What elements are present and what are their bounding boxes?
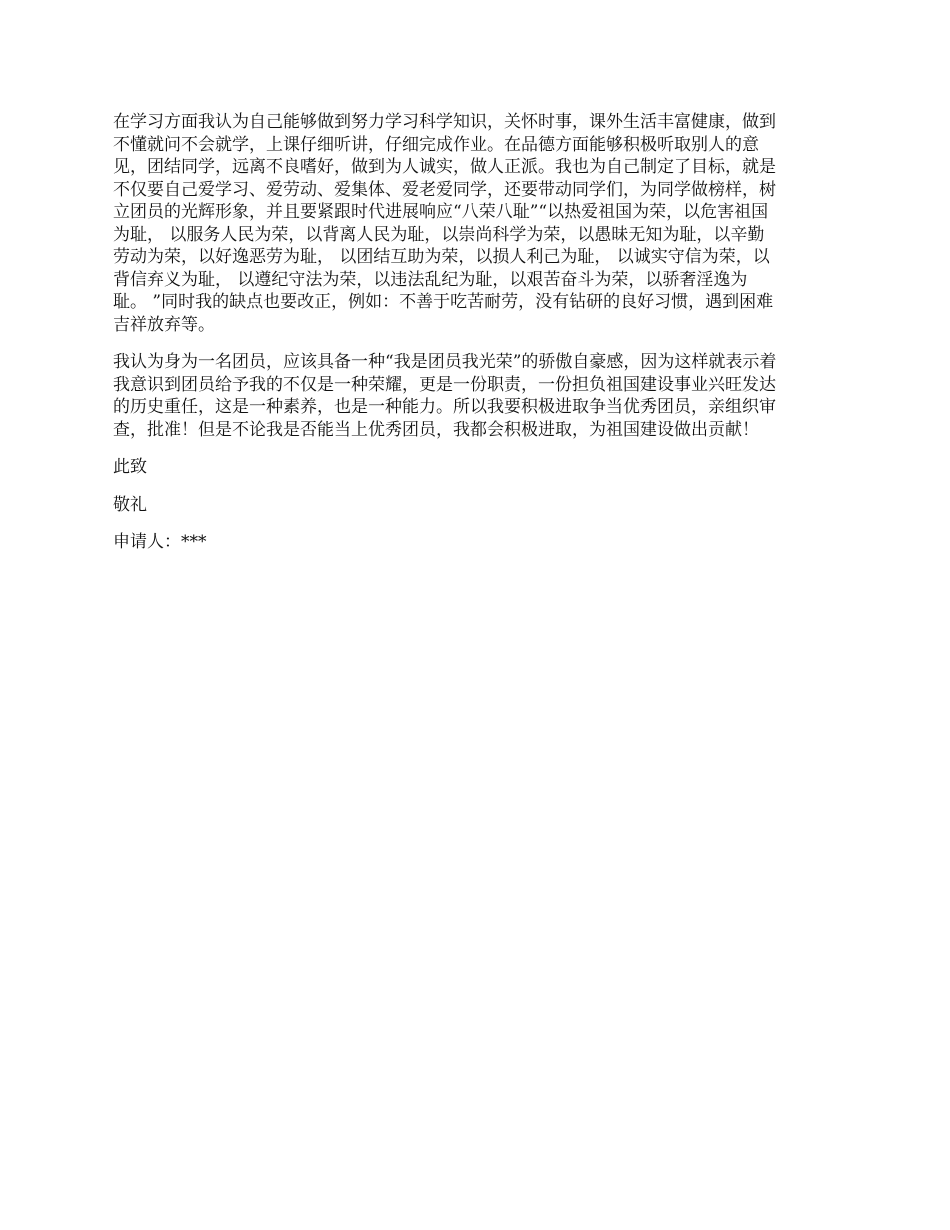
- document-body: [113, 111, 841, 569]
- text-line: 背信弃义为耻， 以遵纪守法为荣，以违法乱纪为耻，以艰苦奋斗为荣，以骄奢淫逸为: [113, 269, 748, 290]
- text-line: 在学习方面我认为自己能够做到努力学习科学知识，关怀时事，课外生活丰富健康，做到: [113, 112, 776, 132]
- text-line: 不懂就问不会就学，上课仔细听讲，仔细完成作业。在品德方面能够积极听取别人的意: [113, 134, 759, 155]
- text-line: 立团员的光辉形象，并且要紧跟时代进展响应“八荣八耻”“以热爱祖国为荣，以危害祖国: [113, 202, 769, 222]
- text-line: 耻。 ”同时我的缺点也要改正，例如：不善于吃苦耐劳，没有钻研的良好习惯，遇到困难: [113, 292, 774, 312]
- closing-salutation: 此致: [113, 457, 147, 477]
- paragraph-member-pride: [113, 351, 841, 441]
- text-line: 我认为身为一名团员，应该具备一种“我是团员我光荣”的骄傲自豪感，因为这样就表示着: [113, 352, 777, 372]
- applicant-signature: 申请人：***: [113, 532, 207, 552]
- text-line: 查，批准！但是不论我是否能当上优秀团员，我都会积极进取，为祖国建设做出贡献！: [113, 419, 759, 440]
- text-line: 见，团结同学，远离不良嗜好，做到为人诚实，做人正派。我也为自己制定了目标，就是: [113, 157, 776, 177]
- text-line: 为耻， 以服务人民为荣，以背离人民为耻，以崇尚科学为荣，以愚昧无知为耻，以辛勤: [113, 224, 765, 245]
- text-line: 的历史重任，这是一种素养，也是一种能力。所以我要积极进取争当优秀团员，亲组织审: [113, 397, 776, 417]
- text-line: 吉祥放弃等。: [113, 314, 215, 335]
- text-line: 不仅要自己爱学习、爱劳动、爱集体、爱老爱同学，还要带动同学们，为同学做榜样，树: [113, 179, 776, 200]
- text-line: 劳动为荣，以好逸恶劳为耻， 以团结互助为荣，以损人利己为耻， 以诚实守信为荣，以: [113, 247, 770, 267]
- closing-regards: 敬礼: [113, 494, 147, 515]
- text-line: 我意识到团员给予我的不仅是一种荣耀，更是一份职责，一份担负祖国建设事业兴旺发达: [113, 374, 776, 395]
- paragraph-study-and-morals: [113, 111, 841, 336]
